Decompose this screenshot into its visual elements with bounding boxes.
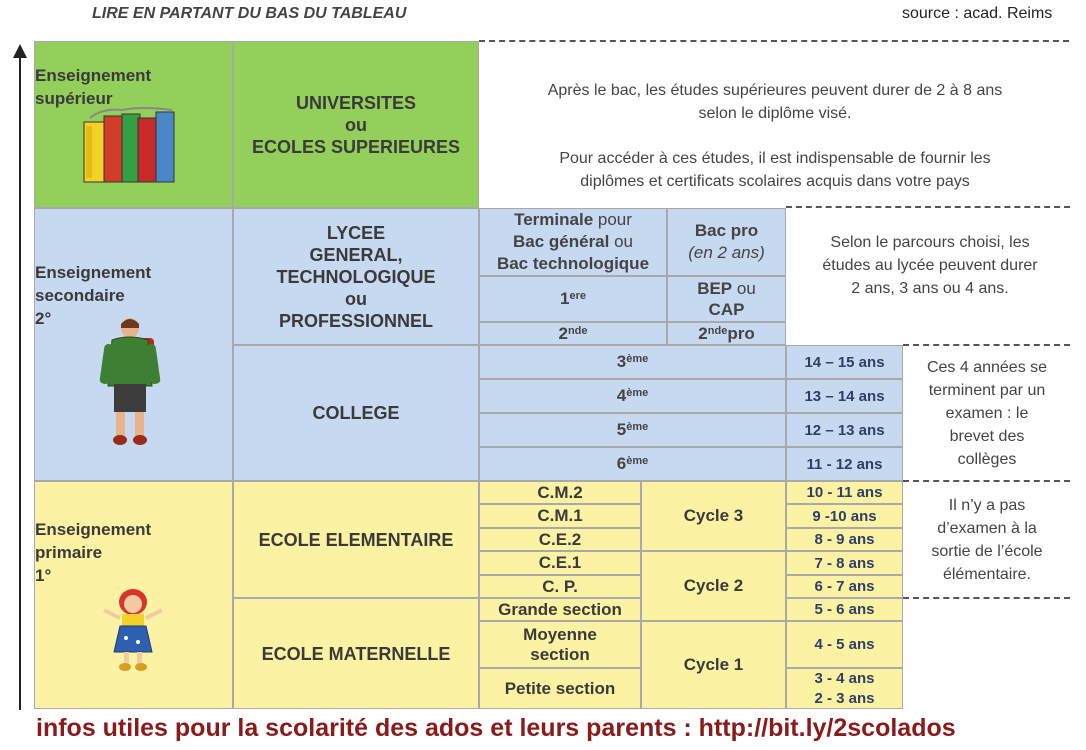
class-cell: Grande section <box>479 598 641 621</box>
college-grade: 4 $^{ème}$ <box>479 379 786 413</box>
terminale-cell: Terminale pour Bac général ou Bac technologique <box>479 208 667 276</box>
bacpro-cell: Bac pro (en 2 ans) <box>667 208 786 276</box>
class-cell: Petite section <box>479 668 641 709</box>
primaire-age: 5 - 6 ans <box>786 598 903 621</box>
college-grade: 6 $^{ème}$ <box>479 447 786 481</box>
college-age: 14 – 15 ans <box>786 345 903 379</box>
superieur-note: Après le bac, les études supérieures peuvent durer de 2 à 8 ans selon le diplôme visé. Pour accéder à ces études, il est indispensable de fournir les diplômes et certificats scolaires acquis dans votre pays <box>547 82 1003 190</box>
school-college: COLLEGE <box>233 345 479 481</box>
separator <box>786 206 1070 208</box>
college-grade: 3 $^{ème}$ <box>479 345 786 379</box>
primaire-age: 3 - 4 ans 2 - 3 ans <box>786 668 903 709</box>
books-icon <box>82 106 182 186</box>
stage-primaire: Enseignement primaire 1° <box>34 481 233 709</box>
lycee-note: Selon le parcours choisi, les études au lycée peuvent durer 2 ans, 3 ans ou 4 ans. <box>822 234 1038 297</box>
school-lycee: LYCEE GENERAL, TECHNOLOGIQUE ou PROFESSIONNEL <box>233 208 479 345</box>
school-universites: UNIVERSITES ou ECOLES SUPERIEURES <box>233 41 479 208</box>
separator <box>479 40 1069 42</box>
primaire-age: 6 - 7 ans <box>786 575 903 598</box>
girl-icon <box>100 588 166 672</box>
class-cell: C. P. <box>479 575 641 598</box>
separator <box>903 597 1070 599</box>
class-cell: C.M.1 <box>479 504 641 528</box>
cycle-cell: Cycle 2 <box>641 551 786 621</box>
seconde-cell: 2 $^{nde}$ <box>479 322 667 345</box>
separator <box>903 344 1070 346</box>
class-cell: Moyenne section <box>479 621 641 668</box>
primaire-age: 7 - 8 ans <box>786 551 903 575</box>
class-cell: C.M.2 <box>479 481 641 504</box>
stage-secondaire: Enseignement secondaire 2° <box>34 208 233 481</box>
primaire-note: Il n’y a pas d’examen à la sortie de l’école élémentaire. <box>931 497 1043 583</box>
school-maternelle: ECOLE MATERNELLE <box>233 598 479 709</box>
student-icon <box>98 316 162 450</box>
footer-link-text[interactable]: infos utiles pour la scolarité des ados et leurs parents : http://bit.ly/2scolados <box>36 714 956 742</box>
college-grade: 5 $^{ème}$ <box>479 413 786 447</box>
college-age: 11 - 12 ans <box>786 447 903 481</box>
college-age: 12 – 13 ans <box>786 413 903 447</box>
primaire-age: 9 -10 ans <box>786 504 903 528</box>
college-age: 13 – 14 ans <box>786 379 903 413</box>
primaire-age: 4 - 5 ans <box>786 621 903 668</box>
college-note: Ces 4 années se terminent par un examen : le brevet des collèges <box>926 359 1048 468</box>
cycle-cell: Cycle 1 <box>641 621 786 709</box>
primaire-age: 10 - 11 ans <box>786 481 903 504</box>
source-label: source : acad. Reims <box>902 5 1053 22</box>
school-elementaire: ECOLE ELEMENTAIRE <box>233 481 479 598</box>
primaire-age: 8 - 9 ans <box>786 528 903 551</box>
stage-superieur: Enseignement supérieur <box>34 41 233 208</box>
bep-cap-cell: BEP ou CAP <box>667 276 786 322</box>
up-arrow-icon <box>10 42 30 712</box>
class-cell: C.E.1 <box>479 551 641 575</box>
separator <box>903 480 1070 482</box>
seconde-pro-cell: 2 $^{nde}$ pro <box>667 322 786 345</box>
premiere-cell: 1 $^{ere}$ <box>479 276 667 322</box>
instruction-heading: LIRE EN PARTANT DU BAS DU TABLEAU <box>92 5 407 22</box>
cycle-cell: Cycle 3 <box>641 481 786 551</box>
class-cell: C.E.2 <box>479 528 641 551</box>
